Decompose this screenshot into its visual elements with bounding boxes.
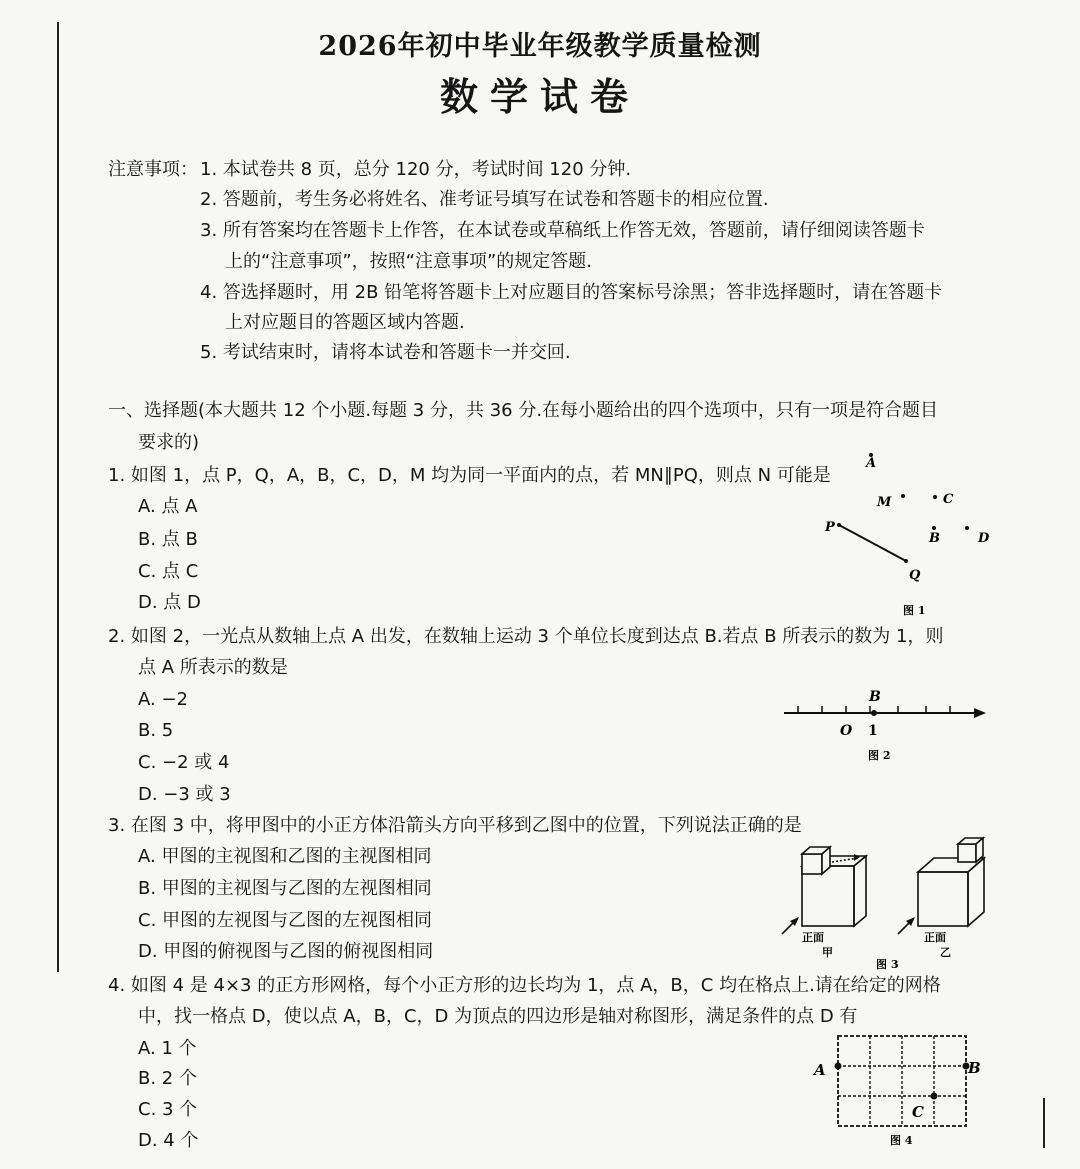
grid-lines <box>838 1036 966 1126</box>
note-item: 5. 考试结束时，请将本试卷和答题卡一并交回. <box>200 342 571 363</box>
front-label-right: 正面 <box>924 931 946 944</box>
question-2-stem-cont: 点 A 所表示的数是 <box>138 657 288 678</box>
question-4-option-d: D. 4 个 <box>138 1130 199 1151</box>
note-item: 3. 所有答案均在答题卡上作答，在本试卷或草稿纸上作答无效，答题前，请仔细阅读答题卡 <box>200 220 925 241</box>
cube-figure-yi <box>918 838 984 926</box>
figure-1 <box>815 445 1005 620</box>
question-1-stem: 1. 如图 1，点 P，Q，A，B，C，D，M 均为同一平面内的点，若 MN∥PQ，则点 N 可能是 <box>108 465 831 486</box>
question-1-option-b: B. 点 B <box>138 529 198 550</box>
edge-mark <box>1043 1098 1045 1148</box>
origin-label: O <box>840 723 853 739</box>
figure-2-number-line <box>780 684 995 769</box>
point-b-label: B <box>968 1059 981 1077</box>
note-item: 上对应题目的答题区域内答题. <box>225 312 465 333</box>
point-a-label: A <box>866 456 877 471</box>
point-a-label: A <box>814 1061 826 1079</box>
point-b-label: B <box>869 689 881 705</box>
note-item: 2. 答题前，考生务必将姓名、准考证号填写在试卷和答题卡的相应位置. <box>200 189 769 210</box>
question-2-option-c: C. −2 或 4 <box>138 752 230 773</box>
question-3-option-c: C. 甲图的左视图与乙图的左视图相同 <box>138 910 433 931</box>
notes-label: 注意事项： <box>108 159 198 180</box>
label-jia: 甲 <box>822 946 833 959</box>
shift-arrow-icon <box>854 854 860 861</box>
point-d-dot <box>965 526 969 530</box>
point-a-dot <box>835 1063 842 1070</box>
exam-title: 2026年初中毕业年级教学质量检测 <box>318 31 762 62</box>
point-c-dot <box>933 495 937 499</box>
label-yi: 乙 <box>940 946 951 959</box>
figure-4-grid <box>810 1028 1000 1153</box>
question-4-stem: 4. 如图 4 是 4×3 的正方形网格，每个小正方形的边长均为 1，点 A，B，C 均在格点上.请在给定的网格 <box>108 975 941 996</box>
question-2-option-b: B. 5 <box>138 720 174 741</box>
question-1-option-c: C. 点 C <box>138 561 199 582</box>
question-4-option-c: C. 3 个 <box>138 1099 198 1120</box>
figure-4-caption: 图 4 <box>890 1134 913 1147</box>
point-q-dot <box>904 559 908 563</box>
point-p-label: P <box>825 520 835 535</box>
question-1-option-a: A. 点 A <box>138 496 198 517</box>
segment-pq <box>839 525 906 561</box>
section-heading: 一、选择题(本大题共 12 个小题.每题 3 分，共 36 分.在每小题给出的四个选项中，只有一项是符合题目 <box>108 400 939 421</box>
figure-2-caption: 图 2 <box>868 749 891 762</box>
question-2-option-a: A. −2 <box>138 689 188 710</box>
point-b-dot <box>871 710 877 716</box>
point-d-label: D <box>978 531 990 546</box>
question-1-option-d: D. 点 D <box>138 592 201 613</box>
question-2-stem: 2. 如图 2，一光点从数轴上点 A 出发，在数轴上运动 3 个单位长度到达点 B.若点 B 所表示的数为 1，则 <box>108 626 944 647</box>
binding-margin-line <box>57 22 59 972</box>
question-4-stem-cont: 中，找一格点 D，使以点 A，B，C，D 为顶点的四边形是轴对称图形，满足条件的点 D 有 <box>138 1006 858 1027</box>
point-m-label: M <box>877 495 892 510</box>
subject-title: 数学试卷 <box>439 74 640 119</box>
note-item: 1. 本试卷共 8 页，总分 120 分，考试时间 120 分钟. <box>200 159 632 180</box>
point-c-dot <box>931 1093 938 1100</box>
question-4-option-a: A. 1 个 <box>138 1038 197 1059</box>
point-b-label: B <box>929 531 940 546</box>
question-2-option-d: D. −3 或 3 <box>138 784 231 805</box>
value-label: 1 <box>868 723 878 739</box>
note-item: 上的“注意事项”，按照“注意事项”的规定答题. <box>225 251 593 272</box>
figure-3-caption: 图 3 <box>876 958 899 971</box>
question-3-option-b: B. 甲图的主视图与乙图的左视图相同 <box>138 878 432 899</box>
point-c-label: C <box>912 1103 924 1121</box>
question-3-stem: 3. 在图 3 中，将甲图中的小正方体沿箭头方向平移到乙图中的位置，下列说法正确的是 <box>108 815 802 836</box>
question-3-option-d: D. 甲图的俯视图与乙图的俯视图相同 <box>138 941 434 962</box>
point-m-dot <box>901 494 905 498</box>
question-3-option-a: A. 甲图的主视图和乙图的主视图相同 <box>138 846 432 867</box>
note-item: 4. 答选择题时，用 2B 铅笔将答题卡上对应题目的答案标号涂黑；答非选择题时，请在答题卡 <box>200 282 943 303</box>
figure-3-cubes <box>772 832 1002 972</box>
section-heading-cont: 要求的) <box>138 432 200 453</box>
figure-1-caption: 图 1 <box>903 604 926 617</box>
point-q-label: Q <box>909 568 921 583</box>
question-4-option-b: B. 2 个 <box>138 1068 197 1089</box>
point-b-dot <box>932 526 936 530</box>
front-label-left: 正面 <box>802 931 824 944</box>
point-c-label: C <box>943 492 954 507</box>
number-line-arrow <box>974 708 986 718</box>
